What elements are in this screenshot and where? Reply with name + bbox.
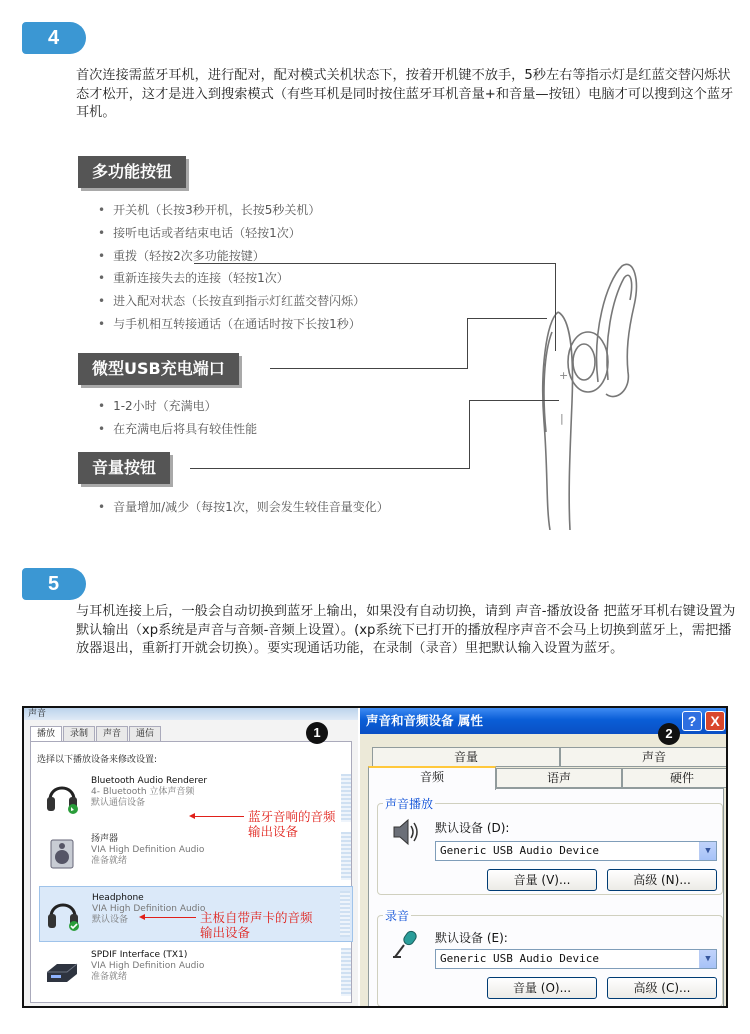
list-item: • 与手机相互转接通话（在通话时按下长按1秒） xyxy=(98,313,365,336)
list-item: • 接听电话或者结束电话（轻按1次） xyxy=(98,222,365,245)
volume-button-list xyxy=(98,496,389,519)
chevron-down-icon[interactable]: ▼ xyxy=(699,950,716,968)
leader-line-volume-join xyxy=(469,400,559,401)
device-driver: VIA High Definition Audio xyxy=(91,961,205,971)
device-name: SPDIF Interface (TX1) xyxy=(91,950,188,960)
close-button[interactable]: X xyxy=(705,711,725,731)
playback-device-value: Generic USB Audio Device xyxy=(440,844,599,857)
speaker-icon xyxy=(45,836,79,872)
headphones-icon xyxy=(46,895,80,931)
step-4-instructions: 首次连接需蓝牙耳机，进行配对，配对模式关机状态下，按着开机键不放手，5秒左右等指示灯是红蓝交替闪烁状态才松开，这才是进入到搜索模式（有些耳机是同时按住蓝牙耳机音量+和音量—按钮）电脑才可以搜到这个蓝牙耳机。 xyxy=(76,68,734,121)
list-item: • 重拨（轻按2次多功能按键） xyxy=(98,245,365,268)
tab-playback[interactable]: 播放 xyxy=(30,726,62,742)
playback-device-list xyxy=(39,770,353,1000)
tab-voice[interactable]: 语声 xyxy=(496,768,622,788)
device-status: 准备就绪 xyxy=(91,856,128,866)
leader-line-volume xyxy=(190,468,470,469)
xp-title: 声音和音频设备 属性 xyxy=(360,708,728,734)
level-meter xyxy=(340,891,350,937)
device-driver: VIA High Definition Audio xyxy=(92,904,206,914)
list-item: • 开关机（长按3秒开机，长按5秒关机） xyxy=(98,199,365,222)
chevron-down-icon[interactable]: ▼ xyxy=(699,842,716,860)
xp-sound-audio-dialog xyxy=(360,708,728,1006)
volume-plus-mark: + xyxy=(559,369,569,382)
leader-line-usb xyxy=(270,368,468,369)
leader-line-usb-rise xyxy=(467,318,468,369)
audio-tab-panel xyxy=(368,788,724,1006)
list-item: • 音量增加/减少（每按1次，则会发生较佳音量变化） xyxy=(98,496,389,519)
device-status: 准备就绪 xyxy=(91,972,128,982)
volume-button-heading: 音量按钮 xyxy=(78,452,170,484)
device-name: Headphone xyxy=(92,893,144,903)
playback-legend: 声音播放 xyxy=(385,797,434,811)
win7-tabs xyxy=(30,726,162,742)
bluetooth-headset-illustration xyxy=(510,262,660,530)
tab-communications[interactable]: 通信 xyxy=(129,726,161,742)
playback-advanced-button[interactable]: 高级 (N)... xyxy=(607,869,717,891)
annotation-arrow xyxy=(194,816,244,817)
playback-default-label: 默认设备 (D): xyxy=(435,821,510,835)
leader-line-multifunction-drop xyxy=(555,263,556,351)
tab-sounds[interactable]: 声音 xyxy=(560,747,728,767)
tab-hardware[interactable]: 硬件 xyxy=(622,768,728,788)
device-speakers[interactable] xyxy=(39,828,353,884)
usb-port-heading: 微型USB充电端口 xyxy=(78,353,239,385)
step-4-badge: 4 xyxy=(22,22,86,54)
multifunction-button-list xyxy=(98,199,365,336)
playback-volume-button[interactable]: 音量 (V)... xyxy=(487,869,597,891)
recording-volume-button[interactable]: 音量 (O)... xyxy=(487,977,597,999)
tab-recording[interactable]: 录制 xyxy=(63,726,95,742)
step-5-instructions: 与耳机连接上后，一般会自动切换到蓝牙上输出，如果没有自动切换，请到 声音-播放设备 把蓝牙耳机右键设置为默认输出（xp系统是声音与音频-音频上设置）。(xp系统下已打开的播放程序声音不会马上切换到蓝牙上，需把播放器退出，重新打开就会切换）。要实现通话功能，在录制（录音）里把默认输入设置为蓝牙。 xyxy=(76,604,736,657)
win7-title: 声音 xyxy=(24,708,358,720)
playback-device-select[interactable] xyxy=(435,841,717,861)
list-item: • 进入配对状态（长按直到指示灯红蓝交替闪烁） xyxy=(98,290,365,313)
device-status: 默认设备 xyxy=(92,915,129,925)
screenshots-frame xyxy=(22,706,728,1008)
device-name: 扬声器 xyxy=(91,834,119,844)
tab-audio[interactable]: 音频 xyxy=(368,766,496,790)
recording-default-label: 默认设备 (E): xyxy=(435,931,508,945)
annotation-bluetooth-line2: 输出设备 xyxy=(248,824,299,839)
device-spdif[interactable] xyxy=(39,944,353,1000)
annotation-bluetooth-line1: 蓝牙音响的音频 xyxy=(248,809,336,824)
volume-minus-mark: | xyxy=(560,412,564,425)
list-item: • 1-2小时（充满电） xyxy=(98,395,257,418)
device-name: Bluetooth Audio Renderer xyxy=(91,776,208,786)
level-meter xyxy=(341,774,351,822)
list-item: • 在充满电后将具有较佳性能 xyxy=(98,418,257,441)
level-meter xyxy=(341,832,351,880)
win7-hint: 选择以下播放设备来修改设置: xyxy=(37,755,158,765)
device-driver: VIA High Definition Audio xyxy=(91,845,205,855)
annotation-onboard-line2: 输出设备 xyxy=(200,925,251,940)
recording-device-select[interactable] xyxy=(435,949,717,969)
usb-port-list xyxy=(98,395,257,441)
list-item: • 重新连接失去的连接（轻按1次） xyxy=(98,267,365,290)
tab-sounds[interactable]: 声音 xyxy=(96,726,128,742)
device-status: 默认通信设备 xyxy=(91,798,146,808)
recording-legend: 录音 xyxy=(385,909,410,923)
annotation-arrow xyxy=(144,917,196,918)
device-driver: 4- Bluetooth 立体声音频 xyxy=(91,787,195,797)
speaker-icon xyxy=(391,817,419,847)
annotation-onboard-line1: 主板自带声卡的音频 xyxy=(200,910,313,925)
tab-volume[interactable]: 音量 xyxy=(372,747,560,767)
spdif-icon xyxy=(45,952,79,988)
leader-line-volume-rise xyxy=(469,400,470,469)
step-marker-2: 2 xyxy=(658,723,680,745)
step-5-badge: 5 xyxy=(22,568,86,600)
win7-sound-dialog xyxy=(24,708,358,1006)
win7-playback-panel xyxy=(30,741,352,1003)
headphones-icon xyxy=(45,778,79,814)
level-meter xyxy=(341,948,351,996)
recording-advanced-button[interactable]: 高级 (C)... xyxy=(607,977,717,999)
help-button[interactable]: ? xyxy=(682,711,702,731)
leader-line-usb-join xyxy=(467,318,547,319)
microphone-icon xyxy=(391,929,419,959)
step-marker-1: 1 xyxy=(306,722,328,744)
recording-device-value: Generic USB Audio Device xyxy=(440,952,599,965)
multifunction-button-heading: 多功能按钮 xyxy=(78,156,186,188)
